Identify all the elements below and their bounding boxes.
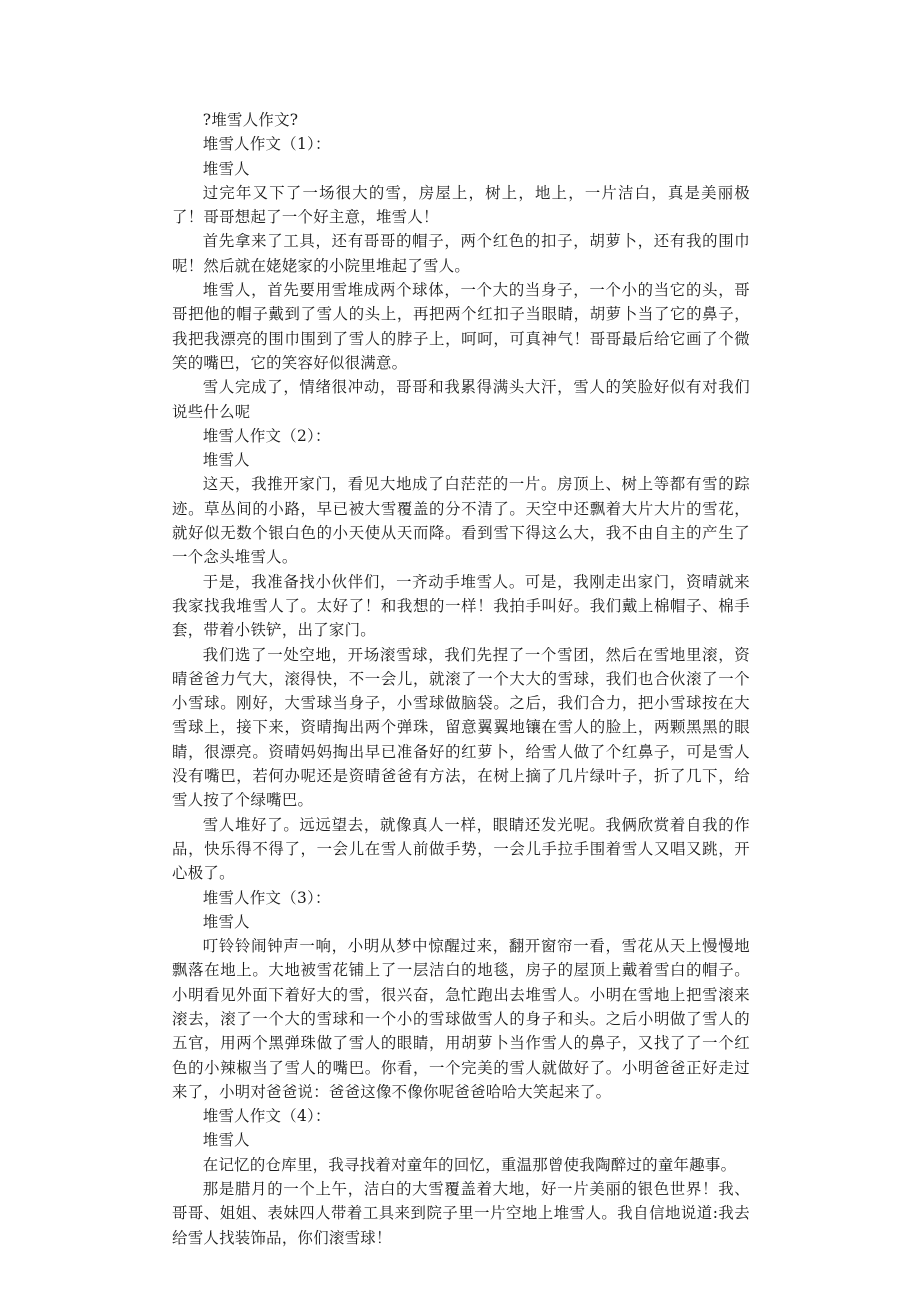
section-heading: 堆雪人作文（2）：: [202, 426, 331, 445]
paragraph: 这天，我推开家门，看见大地成了白茫茫的一片。房顶上、树上等都有雪的踪迹。草丛间的小路，早已被大雪覆盖的分不清了。天空中还飘着大片大片的雪花，就好似无数个银白色的小天使从天而降。看到雪下得这么大，我不由自主的产生了一个念头堆雪人。: [172, 475, 750, 567]
paragraph: 于是，我准备找小伙伴们，一齐动手堆雪人。可是，我刚走出家门，资晴就来我家找我堆雪人了。太好了！和我想的一样！我拍手叫好。我们戴上棉帽子、棉手套，带着小铁铲，出了家门。: [172, 572, 750, 640]
paragraph: 在记忆的仓库里，我寻找着对童年的回忆，重温那曾使我陶醉过的童年趣事。: [202, 1155, 737, 1174]
document-title: ?堆雪人作文?: [202, 111, 299, 129]
section-subtitle: 堆雪人: [202, 1131, 250, 1150]
section-heading: 堆雪人作文（1）：: [202, 135, 331, 154]
section-heading: 堆雪人作文（4）：: [202, 1107, 331, 1126]
paragraph: 堆雪人，首先要用雪堆成两个球体，一个大的当身子，一个小的当它的头，哥哥把他的帽子戴到了雪人的头上，再把两个红扣子当眼睛，胡萝卜当了它的鼻子，我把我漂亮的围巾围到了雪人的脖子上，呵呵，可真神气！哥哥最后给它画了个微笑的嘴巴，它的笑容好似很满意。: [172, 281, 750, 372]
section-subtitle: 堆雪人: [202, 451, 250, 470]
paragraph: 过完年又下了一场很大的雪，房屋上，树上，地上，一片洁白，真是美丽极了！哥哥想起了一个好主意，堆雪人！: [172, 183, 750, 227]
document-body: [172, 108, 750, 1250]
paragraph: 我们选了一处空地，开场滚雪球，我们先捏了一个雪团，然后在雪地里滚，资晴爸爸力气大，滚得快，不一会儿，就滚了一个大大的雪球，我们也合伙滚了一个小雪球。刚好，大雪球当身子，小雪球做脑袋。之后，我们合力，把小雪球按在大雪球上，接下来，资晴掏出两个弹珠，留意翼翼地镶在雪人的脸上，两颗黑黑的眼睛，很漂亮。资晴妈妈掏出早已准备好的红萝卜，给雪人做了个红鼻子，可是雪人没有嘴巴，若何办呢还是资晴爸爸有方法，在树上摘了几片绿叶子，折了几下，给雪人按了个绿嘴巴。: [172, 645, 750, 810]
section-subtitle: 堆雪人: [202, 912, 250, 931]
paragraph: 叮铃铃闹钟声一响，小明从梦中惊醒过来，翻开窗帘一看，雪花从天上慢慢地飘落在地上。大地被雪花铺上了一层洁白的地毯，房子的屋顶上戴着雪白的帽子。小明看见外面下着好大的雪，很兴奋，急忙跑出去堆雪人。小明在雪地上把雪滚来滚去，滚了一个大的雪球和一个小的雪球做雪人的身子和头。之后小明做了雪人的五官，用两个黑弹珠做了雪人的眼睛，用胡萝卜当作雪人的鼻子，又找了了一个红色的小辣椒当了雪人的嘴巴。你看，一个完美的雪人就做好了。小明爸爸正好走过来了，小明对爸爸说：爸爸这像不像你呢爸爸哈哈大笑起来了。: [172, 937, 750, 1101]
paragraph: 雪人完成了，情绪很冲动，哥哥和我累得满头大汗，雪人的笑脸好似有对我们说些什么呢: [172, 378, 750, 421]
section-subtitle: 堆雪人: [202, 159, 250, 178]
paragraph: 那是腊月的一个上午，洁白的大雪覆盖着大地，好一片美丽的银色世界！我、哥哥、姐姐、表妹四人带着工具来到院子里一片空地上堆雪人。我自信地说道:我去给雪人找装饰品，你们滚雪球！: [172, 1180, 750, 1247]
paragraph: 首先拿来了工具，还有哥哥的帽子，两个红色的扣子，胡萝卜，还有我的围巾呢！然后就在姥姥家的小院里堆起了雪人。: [172, 232, 750, 275]
paragraph: 雪人堆好了。远远望去，就像真人一样，眼睛还发光呢。我俩欣赏着自我的作品，快乐得不得了，一会儿在雪人前做手势，一会儿手拉手围着雪人又唱又跳，开心极了。: [172, 815, 750, 883]
section-heading: 堆雪人作文（3）：: [202, 888, 331, 907]
